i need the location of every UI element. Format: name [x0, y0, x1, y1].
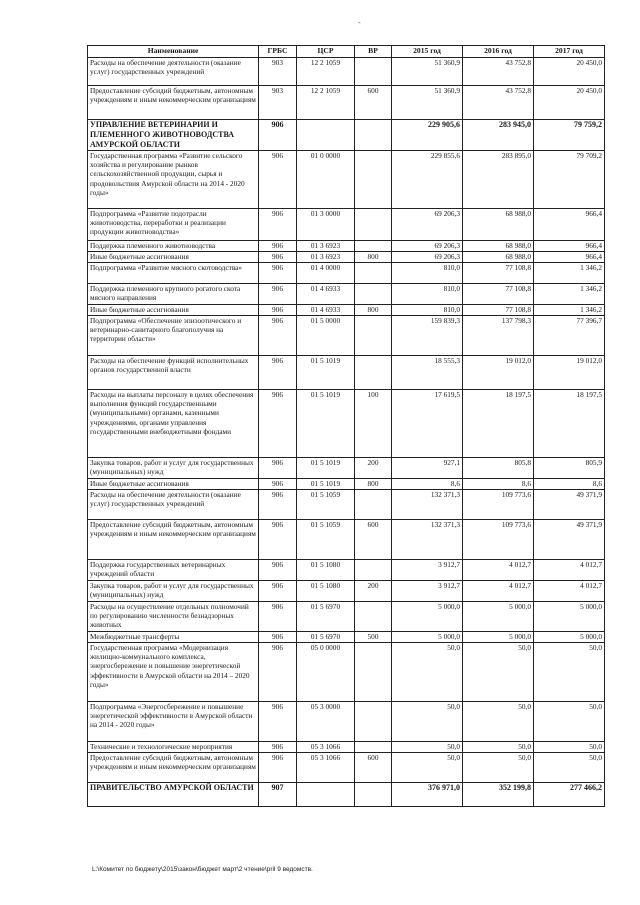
- row-2016-cell: 50,0: [463, 742, 534, 753]
- row-vr-cell: 200: [355, 458, 392, 479]
- budget-table: [87, 45, 605, 807]
- row-2017-cell: 4 012,7: [534, 560, 605, 581]
- row-vr-cell: 600: [355, 86, 392, 120]
- row-name-cell: Расходы на осуществление отдельных полномочий по регулированию численности безнадзорных животных: [88, 602, 259, 632]
- row-2016-cell: 77 108,8: [463, 263, 534, 284]
- row-grbs-cell: 906: [259, 753, 297, 783]
- row-2016-cell: 68 988,0: [463, 252, 534, 263]
- row-2017-cell: 79 709,2: [534, 151, 605, 209]
- row-vr-cell: 600: [355, 753, 392, 783]
- header-2015: 2015 год: [392, 46, 463, 58]
- header-2017: 2017 год: [534, 46, 605, 58]
- row-csr-cell: 01 3 6923: [297, 241, 355, 252]
- row-2015-cell: 50,0: [392, 742, 463, 753]
- row-grbs-cell: 906: [259, 581, 297, 602]
- row-2015-cell: 18 555,3: [392, 356, 463, 390]
- row-2016-cell: 68 988,0: [463, 209, 534, 241]
- row-name-cell: Предоставление субсидий бюджетным, автономным учреждениям и иным некоммерческим организациям: [88, 753, 259, 783]
- row-2016-cell: 43 752,8: [463, 58, 534, 86]
- row-grbs-cell: 906: [259, 284, 297, 305]
- table-row: [88, 58, 605, 86]
- row-grbs-cell: 906: [259, 643, 297, 702]
- row-name-cell: Поддержка племенного крупного рогатого скота мясного направления: [88, 284, 259, 305]
- header-grbs: ГРБС: [259, 46, 297, 58]
- row-grbs-cell: 906: [259, 560, 297, 581]
- row-name-cell: Подпрограмма «Развитие мясного скотоводства»: [88, 263, 259, 284]
- row-csr-cell: 01 5 1019: [297, 479, 355, 490]
- table-row: [88, 86, 605, 120]
- row-name-cell: ПРАВИТЕЛЬСТВО АМУРСКОЙ ОБЛАСТИ: [88, 783, 259, 807]
- row-2017-cell: 5 000,0: [534, 602, 605, 632]
- row-name-cell: Иные бюджетные ассигнования: [88, 252, 259, 263]
- row-csr-cell: 01 5 6970: [297, 632, 355, 643]
- table-row: [88, 742, 605, 753]
- row-2016-cell: 5 000,0: [463, 602, 534, 632]
- row-2016-cell: 4 012,7: [463, 581, 534, 602]
- row-csr-cell: 01 5 1080: [297, 560, 355, 581]
- row-2016-cell: 68 988,0: [463, 241, 534, 252]
- row-vr-cell: [355, 209, 392, 241]
- row-grbs-cell: 906: [259, 702, 297, 742]
- file-path-footer: L:\Комитет по бюджету\2015\закон\бюджет март\2 чтение\pril 9 ведомств.: [92, 866, 313, 873]
- row-vr-cell: [355, 783, 392, 807]
- row-csr-cell: [297, 120, 355, 151]
- row-vr-cell: 600: [355, 520, 392, 560]
- header-vr: ВР: [355, 46, 392, 58]
- table-row: [88, 316, 605, 356]
- row-vr-cell: [355, 560, 392, 581]
- row-name-cell: Поддержка племенного животноводства: [88, 241, 259, 252]
- table-row: [88, 305, 605, 316]
- header-2016: 2016 год: [463, 46, 534, 58]
- row-vr-cell: 800: [355, 305, 392, 316]
- row-vr-cell: [355, 151, 392, 209]
- row-2015-cell: 810,0: [392, 305, 463, 316]
- row-grbs-cell: 906: [259, 316, 297, 356]
- row-2015-cell: 51 360,9: [392, 58, 463, 86]
- row-grbs-cell: 906: [259, 520, 297, 560]
- table-row: [88, 120, 605, 151]
- row-vr-cell: [355, 356, 392, 390]
- row-2015-cell: 5 000,0: [392, 632, 463, 643]
- row-csr-cell: 01 5 1059: [297, 520, 355, 560]
- row-2016-cell: 4 012,7: [463, 560, 534, 581]
- row-vr-cell: 200: [355, 581, 392, 602]
- row-csr-cell: 01 5 1019: [297, 390, 355, 458]
- row-name-cell: Закупка товаров, работ и услуг для государственных (муниципальных) нужд: [88, 581, 259, 602]
- row-2017-cell: 966,4: [534, 241, 605, 252]
- table-row: [88, 702, 605, 742]
- table-row: [88, 356, 605, 390]
- row-2015-cell: 50,0: [392, 643, 463, 702]
- row-2017-cell: 77 396,7: [534, 316, 605, 356]
- table-body: [88, 58, 605, 807]
- row-csr-cell: 01 4 0000: [297, 263, 355, 284]
- table-row: [88, 241, 605, 252]
- row-name-cell: Государственная программа «Модернизация жилищно-коммунального комплекса, энергосбережение и повышение энергетической эффективности в Амурской области на 2014 – 2020 годы»: [88, 643, 259, 702]
- row-grbs-cell: 906: [259, 151, 297, 209]
- row-2017-cell: 805,9: [534, 458, 605, 479]
- row-csr-cell: 01 0 0000: [297, 151, 355, 209]
- row-2017-cell: 966,4: [534, 252, 605, 263]
- row-grbs-cell: 906: [259, 356, 297, 390]
- row-grbs-cell: 903: [259, 58, 297, 86]
- table-row: [88, 252, 605, 263]
- row-csr-cell: 12 2 1059: [297, 58, 355, 86]
- row-csr-cell: 01 3 0000: [297, 209, 355, 241]
- row-csr-cell: 12 2 1059: [297, 86, 355, 120]
- row-grbs-cell: 906: [259, 252, 297, 263]
- row-2017-cell: 20 450,0: [534, 58, 605, 86]
- row-2015-cell: 810,0: [392, 284, 463, 305]
- row-vr-cell: 500: [355, 632, 392, 643]
- row-2015-cell: 3 912,7: [392, 581, 463, 602]
- table-row: [88, 490, 605, 520]
- table-row: [88, 284, 605, 305]
- row-name-cell: Иные бюджетные ассигнования: [88, 479, 259, 490]
- row-grbs-cell: 907: [259, 783, 297, 807]
- row-csr-cell: 01 3 6923: [297, 252, 355, 263]
- row-name-cell: Расходы на обеспечение функций исполнительных органов государственной власти: [88, 356, 259, 390]
- row-name-cell: Закупка товаров, работ и услуг для государственных (муниципальных) нужд: [88, 458, 259, 479]
- row-vr-cell: [355, 602, 392, 632]
- row-csr-cell: [297, 783, 355, 807]
- row-2017-cell: 966,4: [534, 209, 605, 241]
- row-csr-cell: 05 3 0000: [297, 702, 355, 742]
- row-2017-cell: 49 371,9: [534, 520, 605, 560]
- row-grbs-cell: 906: [259, 632, 297, 643]
- row-grbs-cell: 906: [259, 602, 297, 632]
- row-name-cell: Предоставление субсидий бюджетным, автономным учреждениям и иным некоммерческим организациям: [88, 86, 259, 120]
- row-name-cell: Предоставление субсидий бюджетным, автономным учреждениям и иным некоммерческим организациям: [88, 520, 259, 560]
- row-2016-cell: 283 895,0: [463, 151, 534, 209]
- row-vr-cell: [355, 702, 392, 742]
- table-row: [88, 783, 605, 807]
- header-name: Наименование: [88, 46, 259, 58]
- row-2016-cell: 19 012,0: [463, 356, 534, 390]
- row-2015-cell: 69 206,3: [392, 241, 463, 252]
- row-csr-cell: 01 5 1059: [297, 490, 355, 520]
- row-2017-cell: 1 346,2: [534, 284, 605, 305]
- row-2015-cell: 50,0: [392, 702, 463, 742]
- row-name-cell: Государственная программа «Развитие сельского хозяйства и регулирование рынков сельскохозяйственной продукции, сырья и продовольствия Амурской области на 2014 - 2020 годы»: [88, 151, 259, 209]
- row-2016-cell: 50,0: [463, 702, 534, 742]
- row-2015-cell: 51 360,9: [392, 86, 463, 120]
- row-2017-cell: 18 197,5: [534, 390, 605, 458]
- table-row: [88, 209, 605, 241]
- row-2017-cell: 50,0: [534, 702, 605, 742]
- row-2015-cell: 376 971,0: [392, 783, 463, 807]
- row-2016-cell: 109 773,6: [463, 520, 534, 560]
- row-2015-cell: 5 000,0: [392, 602, 463, 632]
- row-2017-cell: 4 012,7: [534, 581, 605, 602]
- table-row: [88, 602, 605, 632]
- row-csr-cell: 05 3 1066: [297, 753, 355, 783]
- row-vr-cell: [355, 120, 392, 151]
- row-2016-cell: 137 798,3: [463, 316, 534, 356]
- row-csr-cell: 05 3 1066: [297, 742, 355, 753]
- row-2016-cell: 77 108,8: [463, 284, 534, 305]
- row-name-cell: Иные бюджетные ассигнования: [88, 305, 259, 316]
- row-name-cell: Технические и технологические мероприятия: [88, 742, 259, 753]
- row-2016-cell: 8,6: [463, 479, 534, 490]
- row-2015-cell: 8,6: [392, 479, 463, 490]
- row-2016-cell: 283 945,0: [463, 120, 534, 151]
- row-csr-cell: 05 0 0000: [297, 643, 355, 702]
- table-row: [88, 458, 605, 479]
- row-grbs-cell: 906: [259, 390, 297, 458]
- row-2017-cell: 50,0: [534, 643, 605, 702]
- table-row: [88, 560, 605, 581]
- row-name-cell: Межбюджетные трансферты: [88, 632, 259, 643]
- row-2016-cell: 5 000,0: [463, 632, 534, 643]
- table-row: [88, 520, 605, 560]
- row-2015-cell: 229 905,6: [392, 120, 463, 151]
- row-csr-cell: 01 5 1019: [297, 356, 355, 390]
- row-csr-cell: 01 5 1019: [297, 458, 355, 479]
- row-2016-cell: 77 108,8: [463, 305, 534, 316]
- page-mark: -: [358, 18, 361, 27]
- row-2017-cell: 1 346,2: [534, 305, 605, 316]
- row-2015-cell: 229 855,6: [392, 151, 463, 209]
- row-2015-cell: 50,0: [392, 753, 463, 783]
- row-2016-cell: 109 773,6: [463, 490, 534, 520]
- row-csr-cell: 01 4 6933: [297, 284, 355, 305]
- row-2015-cell: 132 371,3: [392, 520, 463, 560]
- row-csr-cell: 01 5 1080: [297, 581, 355, 602]
- row-2016-cell: 18 197,5: [463, 390, 534, 458]
- row-name-cell: Расходы на обеспечение деятельности (оказание услуг) государственных учреждений: [88, 490, 259, 520]
- header-csr: ЦСР: [297, 46, 355, 58]
- row-2017-cell: 20 450,0: [534, 86, 605, 120]
- row-vr-cell: [355, 490, 392, 520]
- row-grbs-cell: 906: [259, 490, 297, 520]
- row-name-cell: Поддержка государственных ветеринарных учреждений области: [88, 560, 259, 581]
- row-vr-cell: 800: [355, 479, 392, 490]
- table-row: [88, 753, 605, 783]
- row-vr-cell: 800: [355, 252, 392, 263]
- row-vr-cell: [355, 742, 392, 753]
- table-row: [88, 263, 605, 284]
- table-row: [88, 390, 605, 458]
- row-name-cell: Подпрограмма «Обеспечение эпизоотического и ветеринарно-санитарного благополучия на территории области»: [88, 316, 259, 356]
- row-name-cell: УПРАВЛЕНИЕ ВЕТЕРИНАРИИ И ПЛЕМЕННОГО ЖИВОТНОВОДСТВА АМУРСКОЙ ОБЛАСТИ: [88, 120, 259, 151]
- row-2015-cell: 17 619,5: [392, 390, 463, 458]
- row-grbs-cell: 906: [259, 458, 297, 479]
- row-2017-cell: 49 371,9: [534, 490, 605, 520]
- table-row: [88, 479, 605, 490]
- row-2016-cell: 805,8: [463, 458, 534, 479]
- row-name-cell: Подпрограмма «Развитие подотрасли животноводства, переработки и реализации продукции животноводства»: [88, 209, 259, 241]
- row-2017-cell: 19 012,0: [534, 356, 605, 390]
- row-2015-cell: 69 206,3: [392, 209, 463, 241]
- row-2015-cell: 810,0: [392, 263, 463, 284]
- row-vr-cell: [355, 241, 392, 252]
- row-2015-cell: 927,1: [392, 458, 463, 479]
- row-2017-cell: 50,0: [534, 742, 605, 753]
- table-row: [88, 581, 605, 602]
- table-row: [88, 643, 605, 702]
- row-2016-cell: 50,0: [463, 753, 534, 783]
- row-grbs-cell: 903: [259, 86, 297, 120]
- row-grbs-cell: 906: [259, 120, 297, 151]
- row-2015-cell: 159 839,3: [392, 316, 463, 356]
- row-2016-cell: 352 199,8: [463, 783, 534, 807]
- row-grbs-cell: 906: [259, 479, 297, 490]
- row-2017-cell: 5 000,0: [534, 632, 605, 643]
- row-grbs-cell: 906: [259, 241, 297, 252]
- row-vr-cell: 100: [355, 390, 392, 458]
- row-grbs-cell: 906: [259, 742, 297, 753]
- row-2017-cell: 277 466,2: [534, 783, 605, 807]
- row-name-cell: Расходы на обеспечение деятельности (оказание услуг) государственных учреждений: [88, 58, 259, 86]
- row-2017-cell: 8,6: [534, 479, 605, 490]
- row-2016-cell: 43 752,8: [463, 86, 534, 120]
- row-2017-cell: 79 759,2: [534, 120, 605, 151]
- table-header-row: [88, 46, 605, 58]
- row-vr-cell: [355, 643, 392, 702]
- row-csr-cell: 01 4 6933: [297, 305, 355, 316]
- row-2017-cell: 50,0: [534, 753, 605, 783]
- table-row: [88, 151, 605, 209]
- row-2017-cell: 1 346,2: [534, 263, 605, 284]
- row-2015-cell: 69 206,3: [392, 252, 463, 263]
- row-grbs-cell: 906: [259, 263, 297, 284]
- row-vr-cell: [355, 316, 392, 356]
- row-2015-cell: 3 912,7: [392, 560, 463, 581]
- row-grbs-cell: 906: [259, 305, 297, 316]
- row-csr-cell: 01 5 6970: [297, 602, 355, 632]
- row-name-cell: Подпрограмма «Энергосбережение и повышение энергетической эффективности в Амурской области на 2014 - 2020 годы»: [88, 702, 259, 742]
- row-csr-cell: 01 5 0000: [297, 316, 355, 356]
- row-2015-cell: 132 371,3: [392, 490, 463, 520]
- table-row: [88, 632, 605, 643]
- row-vr-cell: [355, 58, 392, 86]
- row-vr-cell: [355, 284, 392, 305]
- row-name-cell: Расходы на выплаты персоналу в целях обеспечения выполнения функций государственными (муниципальными) органами, казенными учреждениями, органами управления государственными внебюджетными фондами: [88, 390, 259, 458]
- row-vr-cell: [355, 263, 392, 284]
- row-2016-cell: 50,0: [463, 643, 534, 702]
- row-grbs-cell: 906: [259, 209, 297, 241]
